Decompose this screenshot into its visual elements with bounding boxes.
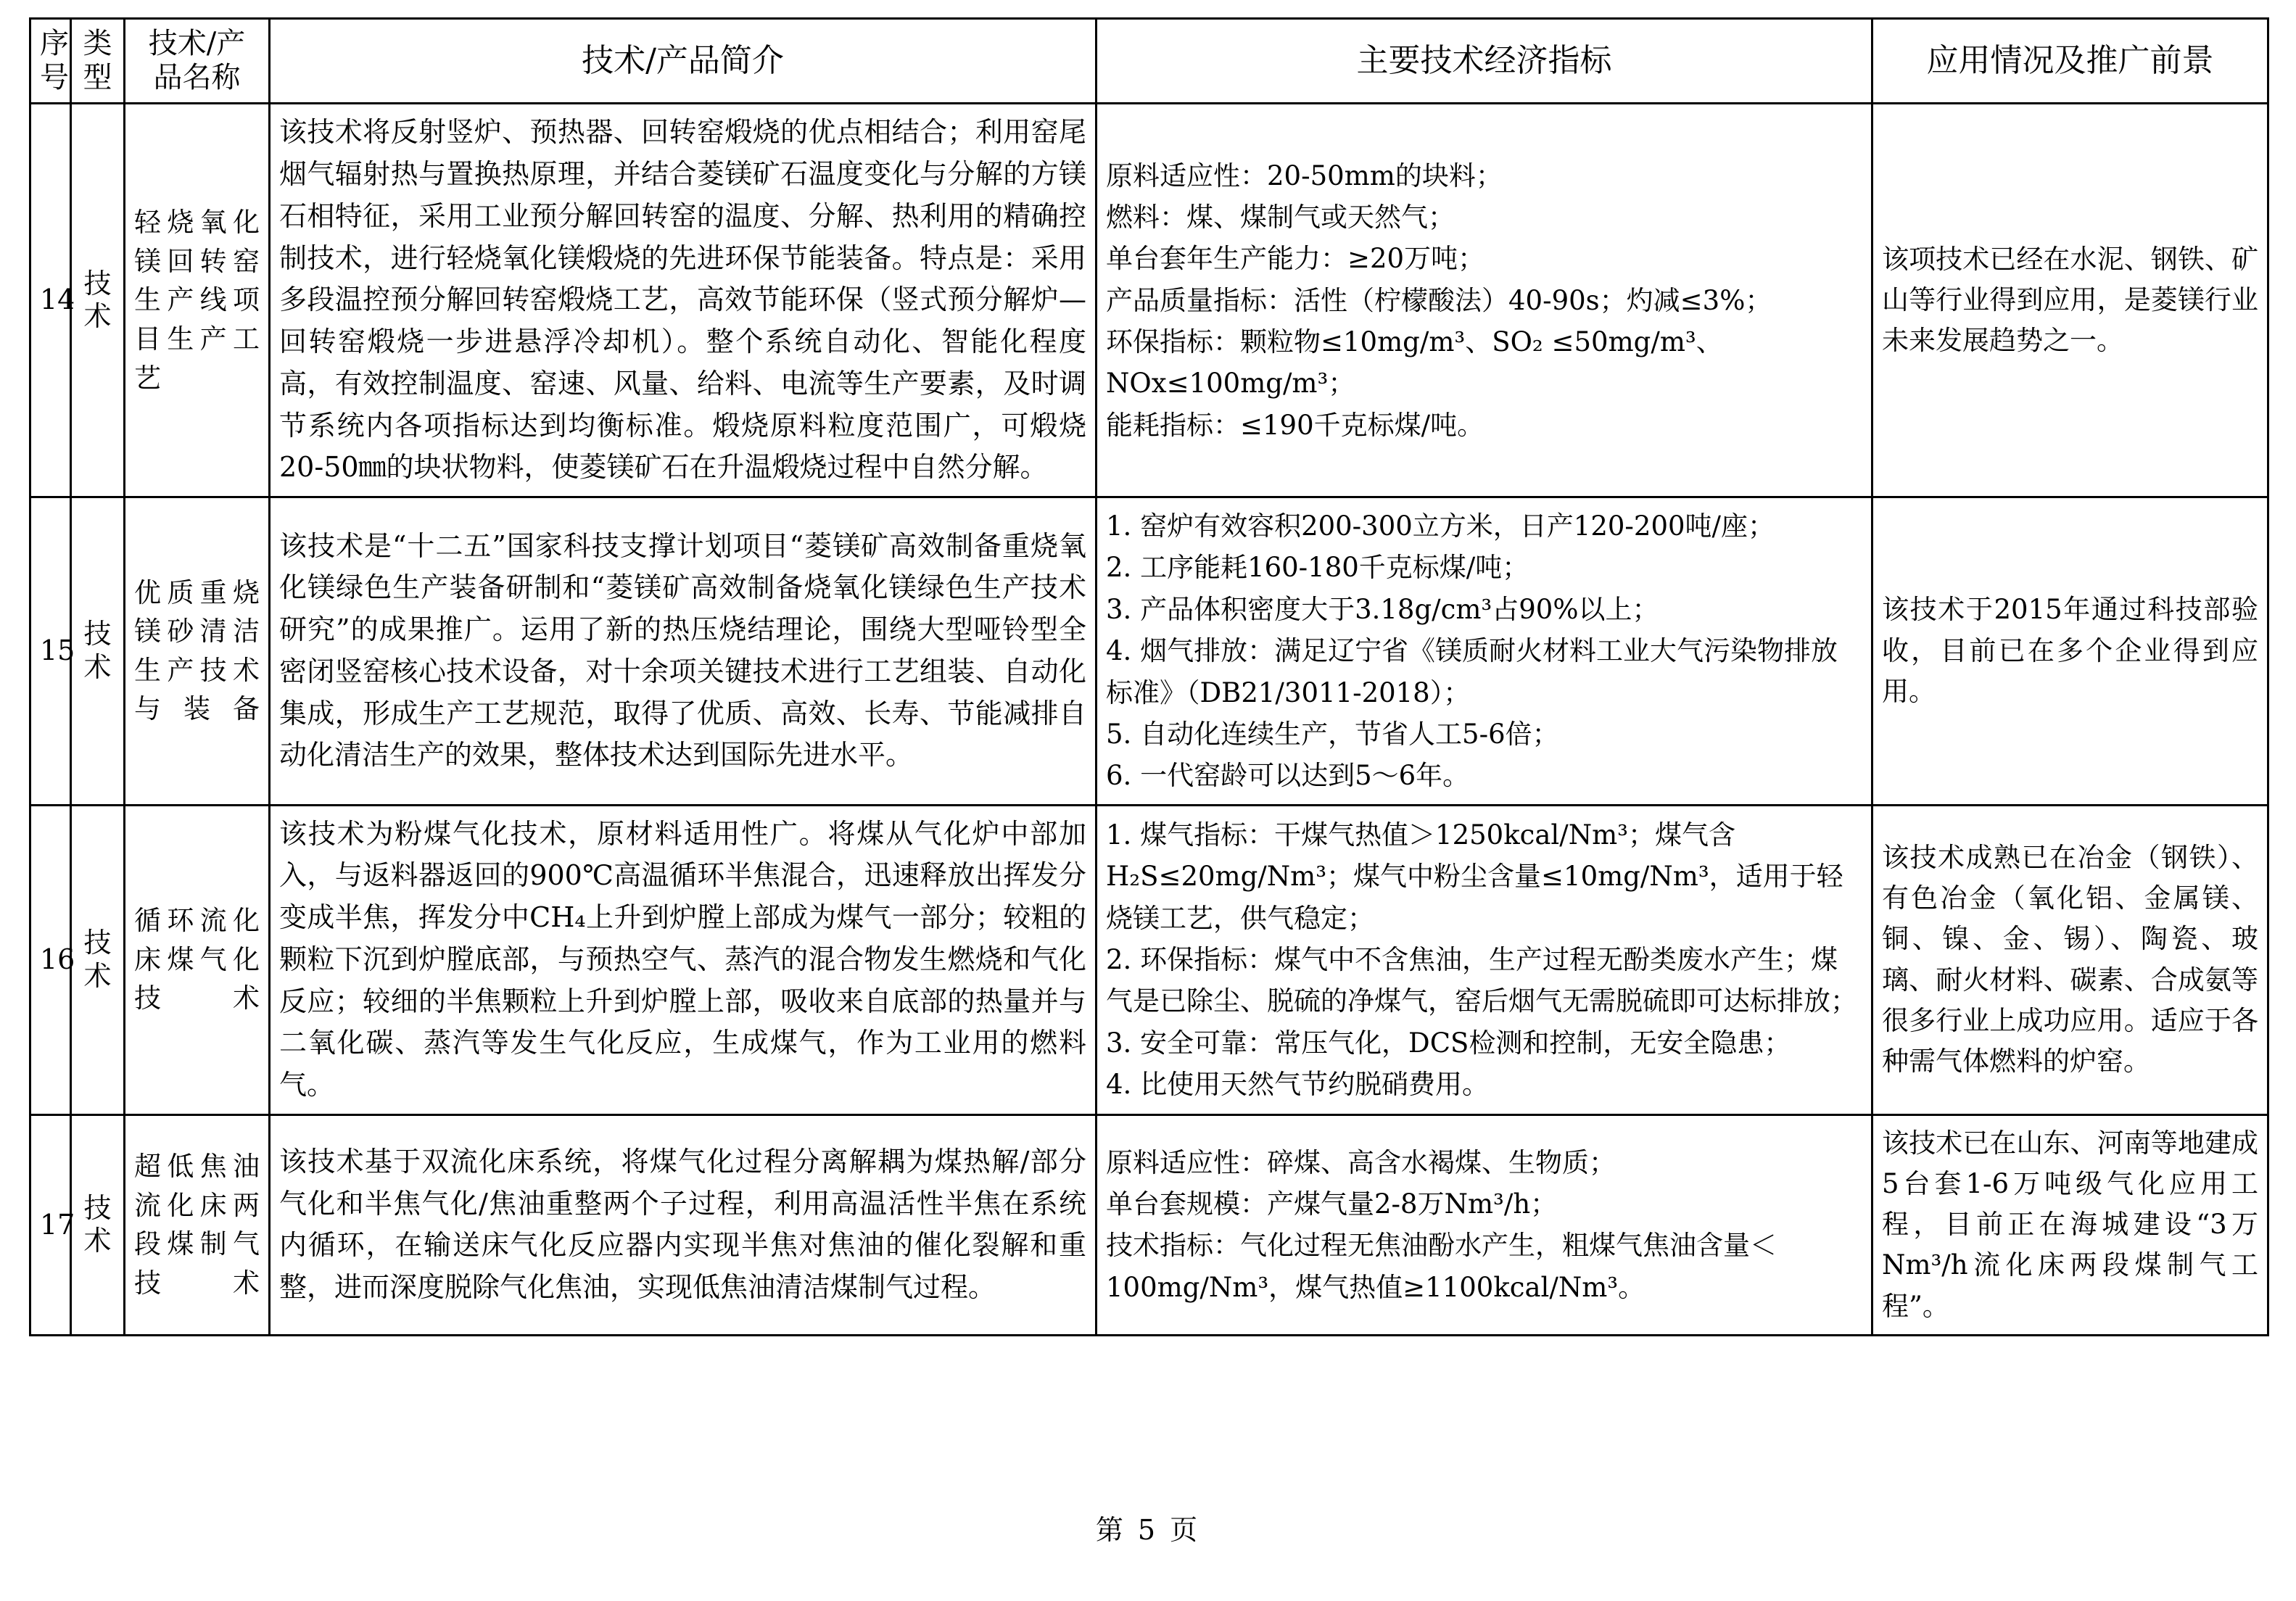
spec-line: 原料适应性：20-50mm的块料； — [1106, 160, 1503, 191]
table-row — [30, 805, 2268, 1114]
row-sequence-number: 17 — [30, 1114, 71, 1335]
table-body — [30, 104, 2268, 1336]
row-specifications — [1097, 1114, 1872, 1335]
column-header-application: 应用情况及推广前景 — [1872, 19, 2268, 104]
spec-line: 单台套年生产能力：≥20万吨； — [1106, 243, 1485, 275]
row-sequence-number: 16 — [30, 805, 71, 1114]
spec-line: 产品质量指标：活性（柠檬酸法）40-90s；灼减≤3%； — [1106, 284, 1772, 316]
row-application: 该技术成熟已在冶金（钢铁）、有色冶金（氧化铝、金属镁、铜、镍、金、锡）、陶瓷、玻璃、耐火材料、碳素、合成氨等很多行业上成功应用。适应于各种需气体燃料的炉窑。 — [1872, 805, 2268, 1114]
row-type: 技术 — [71, 805, 125, 1114]
spec-line: 4. 比使用天然气节约脱硝费用。 — [1106, 1069, 1490, 1101]
row-technology-name: 优质重烧镁砂清洁生产技术与装备 — [125, 497, 270, 805]
table-row — [30, 497, 2268, 805]
row-sequence-number: 14 — [30, 104, 71, 497]
row-application: 该技术已在山东、河南等地建成5台套1-6万吨级气化应用工程，目前正在海城建设“3万Nm³/h流化床两段煤制气工程”。 — [1872, 1114, 2268, 1335]
spec-line: 5. 自动化连续生产，节省人工5-6倍； — [1106, 718, 1559, 750]
column-header-seq: 序号 — [30, 19, 71, 104]
row-description: 该技术基于双流化床系统，将煤气化过程分离解耦为煤热解/部分气化和半焦气化/焦油重整两个子过程，利用高温活性半焦在系统内循环，在输送床气化反应器内实现半焦对焦油的催化裂解和重整，进而深度脱除气化焦油，实现低焦油清洁煤制气过程。 — [270, 1114, 1097, 1335]
spec-line: 3. 产品体积密度大于3.18g/cm³占90%以上； — [1106, 593, 1659, 625]
row-sequence-number: 15 — [30, 497, 71, 805]
row-description: 该技术为粉煤气化技术，原材料适用性广。将煤从气化炉中部加入，与返料器返回的900℃高温循环半焦混合，迅速释放出挥发分变成半焦，挥发分中CH₄上升到炉膛上部成为煤气一部分；较粗的颗粒下沉到炉膛底部，与预热空气、蒸汽的混合物发生燃烧和气化反应；较细的半焦颗粒上升到炉膛上部，吸收来自底部的热量并与二氧化碳、蒸汽等发生气化反应，生成煤气，作为工业用的燃料气。 — [270, 805, 1097, 1114]
spec-line: 4. 烟气排放：满足辽宁省《镁质耐火材料工业大气污染物排放标准》（DB21/3011-2018）； — [1106, 635, 1838, 708]
spec-line: 燃料：煤、煤制气或天然气； — [1106, 201, 1455, 233]
technology-catalog-table — [29, 17, 2269, 1336]
page-footer: 第 5 页 — [1095, 1514, 1201, 1546]
spec-line: 2. 工序能耗160-180千克标煤/吨； — [1106, 552, 1529, 584]
row-application: 该技术于2015年通过科技部验收，目前已在多个企业得到应用。 — [1872, 497, 2268, 805]
spec-line: 能耗指标：≤190千克标煤/吨。 — [1106, 409, 1484, 441]
spec-line: 1. 煤气指标：干煤气热值＞1250kcal/Nm³；煤气含H₂S≤20mg/Nm³；煤气中粉尘含量≤10mg/Nm³，适用于轻烧镁工艺，供气稳定； — [1106, 819, 1843, 934]
table-row — [30, 1114, 2268, 1335]
spec-line: 环保指标：颗粒物≤10mg/m³、SO₂ ≤50mg/m³、NOx≤100mg/m³； — [1106, 326, 1723, 400]
table-header-row — [30, 19, 2268, 104]
row-technology-name: 循环流化床煤气化技术 — [125, 805, 270, 1114]
row-description: 该技术是“十二五”国家科技支撑计划项目“菱镁矿高效制备重烧氧化镁绿色生产装备研制和“菱镁矿高效制备烧氧化镁绿色生产技术研究”的成果推广。运用了新的热压烧结理论，围绕大型哑铃型全密闭竖窑核心技术设备，对十余项关键技术进行工艺组装、自动化集成，形成生产工艺规范，取得了优质、高效、长寿、节能减排自动化清洁生产的效果，整体技术达到国际先进水平。 — [270, 497, 1097, 805]
row-specifications — [1097, 497, 1872, 805]
spec-line: 1. 窑炉有效容积200-300立方米，日产120-200吨/座； — [1106, 510, 1775, 542]
spec-line: 单台套规模：产煤气量2-8万Nm³/h； — [1106, 1188, 1558, 1220]
spec-line: 6. 一代窑龄可以达到5～6年。 — [1106, 760, 1470, 792]
row-type: 技术 — [71, 1114, 125, 1335]
row-technology-name: 超低焦油流化床两段煤制气技术 — [125, 1114, 270, 1335]
table-header — [30, 19, 2268, 104]
column-header-type: 类型 — [71, 19, 125, 104]
row-technology-name: 轻烧氧化镁回转窑生产线项目生产工艺 — [125, 104, 270, 497]
spec-line: 技术指标：气化过程无焦油酚水产生，粗煤气焦油含量＜100mg/Nm³，煤气热值≥1100kcal/Nm³。 — [1106, 1230, 1777, 1303]
spec-line: 原料适应性：碎煤、高含水褐煤、生物质； — [1106, 1146, 1616, 1178]
row-description: 该技术将反射竖炉、预热器、回转窑煅烧的优点相结合；利用窑尾烟气辐射热与置换热原理，并结合菱镁矿石温度变化与分解的方镁石相特征，采用工业预分解回转窑的温度、分解、热利用的精确控制技术，进行轻烧氧化镁煅烧的先进环保节能装备。特点是：采用多段温控预分解回转窑煅烧工艺，高效节能环保（竖式预分解炉—回转窑煅烧一步进悬浮冷却机）。整个系统自动化、智能化程度高，有效控制温度、窑速、风量、给料、电流等生产要素，及时调节系统内各项指标达到均衡标准。煅烧原料粒度范围广，可煅烧20-50㎜的块状物料，使菱镁矿石在升温煅烧过程中自然分解。 — [270, 104, 1097, 497]
row-specifications — [1097, 805, 1872, 1114]
spec-line: 2. 环保指标：煤气中不含焦油，生产过程无酚类废水产生；煤气是已除尘、脱硫的净煤气，窑后烟气无需脱硫即可达标排放； — [1106, 943, 1857, 1017]
column-header-name: 技术/产品名称 — [125, 19, 270, 104]
row-specifications — [1097, 104, 1872, 497]
table-row — [30, 104, 2268, 497]
column-header-specifications: 主要技术经济指标 — [1097, 19, 1872, 104]
spec-line: 3. 安全可靠：常压气化，DCS检测和控制，无安全隐患； — [1106, 1027, 1791, 1059]
row-type: 技术 — [71, 104, 125, 497]
column-header-description: 技术/产品简介 — [270, 19, 1097, 104]
row-application: 该项技术已经在水泥、钢铁、矿山等行业得到应用，是菱镁行业未来发展趋势之一。 — [1872, 104, 2268, 497]
row-type: 技术 — [71, 497, 125, 805]
